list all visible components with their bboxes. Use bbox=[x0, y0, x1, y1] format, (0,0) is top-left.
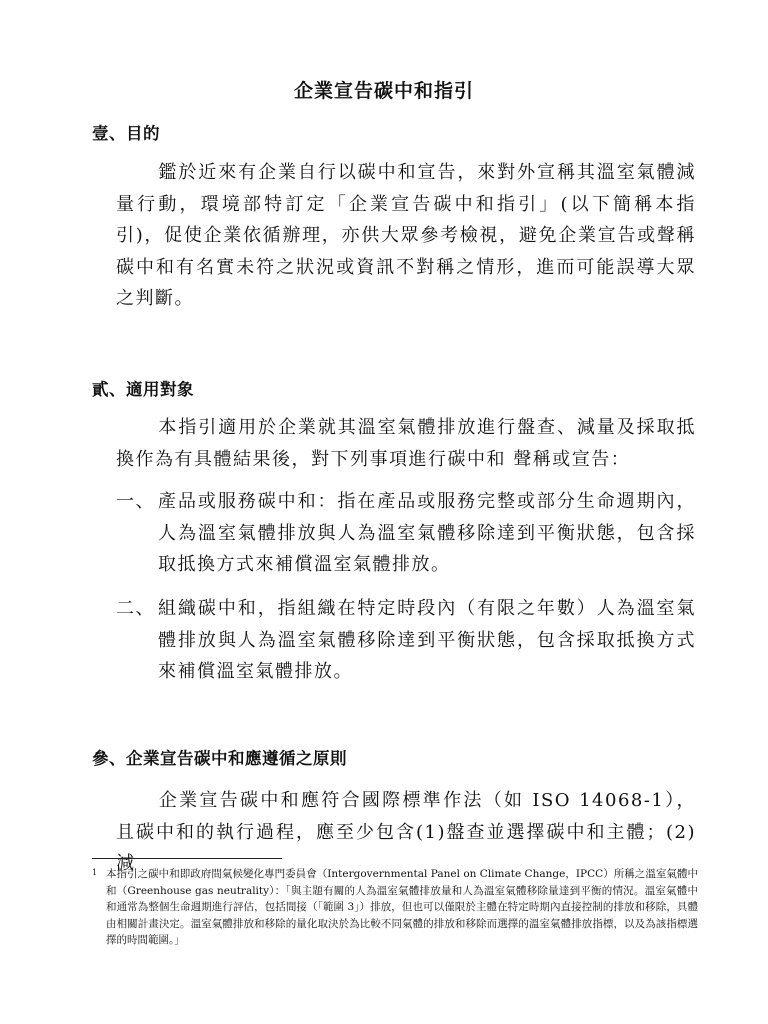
section-heading-purpose: 壹、目的 bbox=[92, 124, 160, 143]
list-item bbox=[116, 486, 696, 581]
list-item bbox=[116, 593, 696, 688]
paragraph-text: 企業宣告碳中和應符合國際標準作法（如 ISO 14068-1），且碳中和的執行過程，應至少包含(1)盤查並選擇碳中和主體；(2)減 bbox=[116, 790, 696, 874]
list-item-text: 組織碳中和，指組織在特定時段內（有限之年數）人為溫室氣體排放與人為溫室氣體移除達到平衡狀態，包含採取抵換方式來補償溫室氣體排放。 bbox=[158, 598, 696, 682]
section-paragraph-purpose bbox=[116, 157, 696, 315]
footnote-text: 本指引之碳中和即政府間氣候變化專門委員會（Intergovernmental Panel on Climate Change，IPCC）所稱之溫室氣體中和（Greenhouse gas neutrality）：「與主題有關的人為溫室氣體排放量和人為溫室氣體移除量達到平衡的情況。溫室氣體中和通常為整個生命週期進行評估，包括間接（「範圍 3」）排放，但也可以僅限於主體在特定時期內直接控制的排放和移除，具體由相關計畫決定。溫室氣體排放和移除的量化取決於為比較不同氣體的排放和移除而選擇的溫室氣體排放指標，以及為該指標選擇的時間範圍。」 bbox=[106, 868, 698, 946]
section-paragraph-scope bbox=[116, 412, 696, 475]
section-heading-principles: 參、企業宣告碳中和應遵循之原則 bbox=[92, 749, 347, 768]
list-item-number: 二、 bbox=[116, 598, 155, 619]
section-heading-scope: 貳、適用對象 bbox=[92, 380, 194, 399]
footnote-divider bbox=[92, 858, 282, 859]
footnote-mark: 1 bbox=[92, 868, 98, 877]
list-item-text: 產品或服務碳中和：指在產品或服務完整或部分生命週期內，人為溫室氣體排放與人為溫室氣體移除達到平衡狀態，包含採取抵換方式來補償溫室氣體排放。 bbox=[158, 491, 696, 575]
list-item-number: 一、 bbox=[116, 491, 155, 512]
paragraph-text: 鑑於近來有企業自行以碳中和宣告，來對外宣稱其溫室氣體減量行動，環境部特訂定「企業宣告碳中和指引」(以下簡稱本指引)，促使企業依循辦理，亦供大眾參考檢視，避免企業宣告或聲稱碳中和有名實未符之狀況或資訊不對稱之情形，進而可能誤導大眾之判斷。 bbox=[116, 162, 696, 309]
paragraph-text: 本指引適用於企業就其溫室氣體排放進行盤查、減量及採取抵換作為有具體結果後，對下列事項進行碳中和 聲稱或宣告： bbox=[116, 417, 696, 470]
page-title: 企業宣告碳中和指引 bbox=[293, 80, 474, 102]
footnote bbox=[92, 866, 698, 949]
